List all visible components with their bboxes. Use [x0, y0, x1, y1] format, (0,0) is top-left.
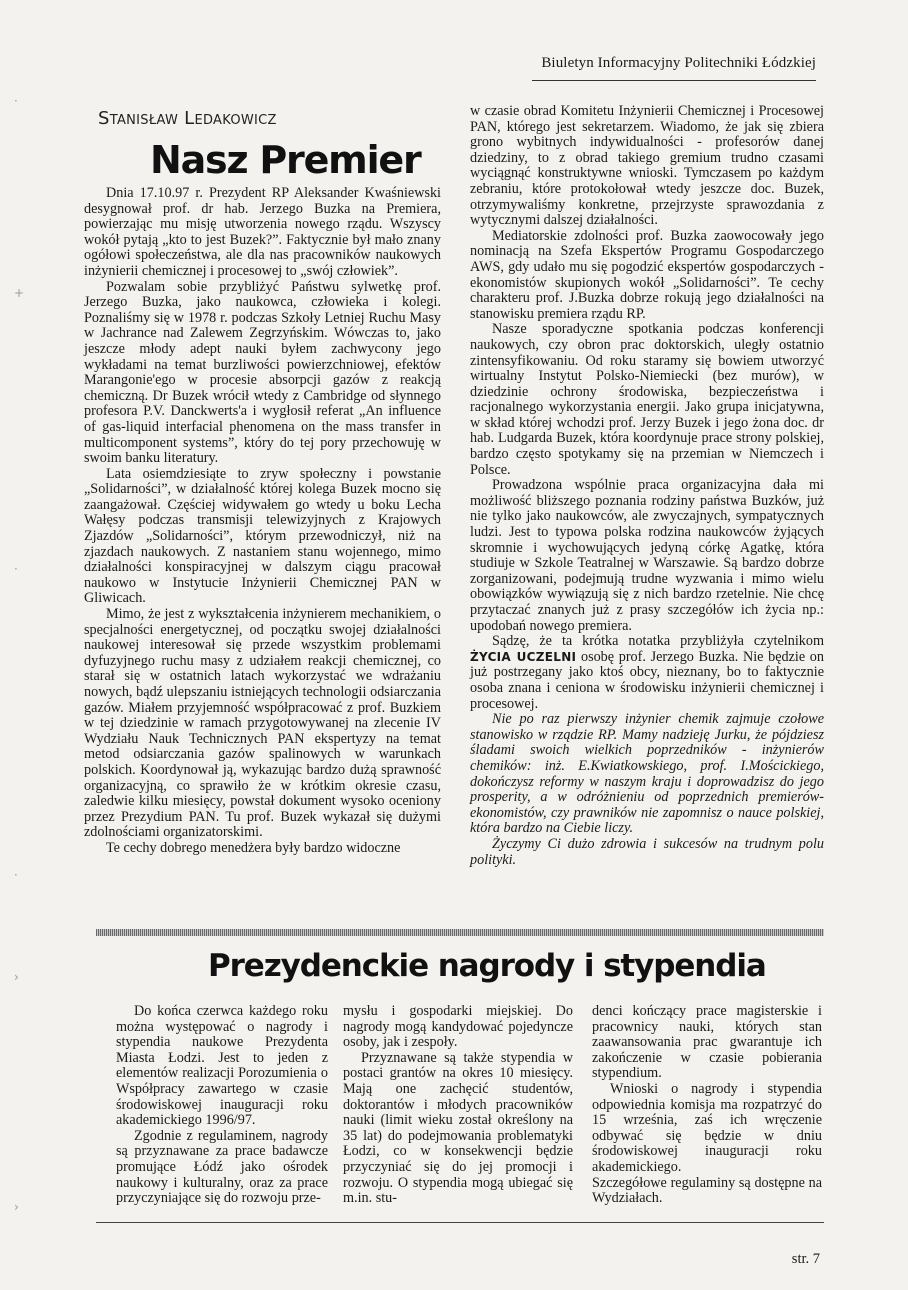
- section-divider: [96, 929, 824, 936]
- publication-title: Biuletyn Informacyjny Politechniki Łódzkiej: [541, 55, 816, 71]
- article-column-left: [84, 186, 441, 857]
- margin-tick: ›: [14, 1200, 19, 1214]
- paragraph-closing: [470, 634, 824, 712]
- paragraph: Szczegółowe regulaminy są dostępne na Wydziałach.: [592, 1174, 822, 1207]
- paragraph: Dnia 17.10.97 r. Prezydent RP Aleksander Kwaśniewski desygnował prof. dr hab. Jerzego Buzka na Premiera, powierzając mu misję utworzenia nowego rządu. Wszyscy wokół pytają „kto to jest Buzek?”. Faktycznie był mało znany ogółowi społeczeństwa, ale dla nas pracowników naukowych inżynierii chemicznej i procesowej to „swój człowiek”.: [84, 185, 441, 279]
- paragraph: Prowadzona wspólnie praca organizacyjna dała mi możliwość bliższego poznania rodziny państwa Buzków, już nie tylko jako naukowców, ale zwyczajnych, sympatycznych ludzi. Jest to typowa polska rodzina naukowców żyjących skromnie i wychowujących jedyną córkę Agatkę, która studiuje w Szkole Teatralnej w Warszawie. Są bardzo dobrze zorganizowani, podejmują trudne wyzwania i mimo wielu obowiązków wywiązują się z nich bardzo rzetelnie. Nie chcę przytaczać znanych już z prasy szczegółów ich życia np.: upodobań nowego premiera.: [470, 477, 824, 634]
- italic-paragraph: Nie po raz pierwszy inżynier chemik zajmuje czołowe stanowisko w rządzie RP. Mamy nadzieję Jurku, że pójdziesz śladami swoich wielkich poprzedników - inżynierów chemików: inż. E.Kwiatkowskiego, prof. I.Mościckiego, dokończysz reformy w naszym kraju i doprowadzisz do jego prosperity, a w odróżnieniu od poprzednich premierów-ekonomistów, czy prawników nie zapomnisz o nauce polskiej, która bardzo na Ciebie liczy.: [470, 711, 824, 837]
- paragraph: mysłu i gospodarki miejskiej. Do nagrody mogą kandydować pojedyncze osoby, jak i zespoły.: [343, 1003, 573, 1051]
- paragraph: Przyznawane są także stypendia w postaci grantów na okres 10 miesięcy. Mają one zachęcić studentów, doktorantów i młodych pracowników nauki (limit wieku został określony na 35 lat) do podejmowania problematyki Łodzi, co w konsekwencji będzie przyczyniać się do jej promocji i rozwoju. O stypendia mogą ubiegać się m.in. stu-: [343, 1049, 573, 1207]
- paragraph: Mediatorskie zdolności prof. Buzka zaowocowały jego nominacją na Szefa Ekspertów Programu Gospodarczego AWS, gdy udało mu się pogodzić ekspertów gospodarczych - ekonomistów skupionych wokół „Solidarności”. Te cechy charakteru prof. J.Buzka dobrze rokują jego działalności na stanowisku premiera rządu RP.: [470, 227, 824, 322]
- paragraph: Te cechy dobrego menedżera były bardzo widoczne: [106, 839, 401, 856]
- paragraph: Pozwalam sobie przybliżyć Państwu sylwetkę prof. Jerzego Buzka, jako naukowca, człowieka i kolegi. Poznaliśmy się w 1978 r. podczas Szkoły Letniej Ruchu Masy w Jachrance nad Zalewem Zegrzyńskim. Wówczas to, jako jeszcze młody adept nauki byłem zachwycony jego wykładami na temat burzliwości powierzchniowej, efektów Marangonie'ego w procesie absorpcji gazów z reakcją chemiczną. Dr Buzek wrócił wtedy z Cambridge od słynnego profesora P.V. Danckwerts'a i wygłosił referat „An influence of gas-liquid interfacial phenomena on the mass transfer in multicomponent systems”, który do tej pory przechowuję w swoim banku literatury.: [84, 278, 441, 467]
- page-number: str. 7: [791, 1251, 820, 1267]
- footer-rule: [96, 1222, 824, 1223]
- paragraph: Lata osiemdziesiąte to zryw społeczny i powstanie „Solidarności”, w działalność której kolega Buzek mocno się zaangażował. Częściej widywałem go wtedy u boku Lecha Wałęsy podczas transmisji telewizyjnych z Krajowych Zjazdów „Solidarności”, którym przewodniczył, niż na zjazdach naukowych. Z nastaniem stanu wojennego, mimo działalności konspiracyjnej w dalszym ciągu pracował naukowo w Instytucie Inżynierii Chemicznej PAN w Gliwicach.: [84, 465, 441, 607]
- article2-column-3: [592, 1004, 822, 1207]
- article2-column-2: [343, 1004, 573, 1207]
- paragraph: Wnioski o nagrody i stypendia odpowiednia komisja ma rozpatrzyć do 15 września, zaś ich wręczenie odbywać się będzie w dniu środowiskowej inauguracji roku akademickiego.: [592, 1080, 822, 1175]
- article2-column-1: [116, 1004, 328, 1207]
- header-rule: [532, 80, 816, 81]
- margin-tick: ·: [14, 868, 18, 882]
- margin-tick: ·: [14, 94, 18, 108]
- article-title: Nasz Premier: [150, 138, 421, 182]
- paragraph: Do końca czerwca każdego roku można występować o nagrody i stypendia naukowe Prezydenta Miasta Łodzi. Jest to jeden z elementów realizacji Porozumienia o Współpracy zawartego w czasie środowiskowej inauguracji roku akademickiego 1996/97.: [116, 1003, 328, 1129]
- paragraph: Mimo, że jest z wykształcenia inżynierem mechanikiem, o specjalności energetycznej, od początku swojej działalności naukowej interesował się przede wszystkim problemami dyfuzyjnego ruchu masy z udziałem reakcji chemicznej, co starał się w ostatnich latach wykorzystać we wdrażaniu nowych, bądź ulepszaniu istniejących technologii odsiarczania gazów. Miałem przyjemność współpracować z prof. Buzkiem w tej dziedzinie w ramach przygotowywanej na zlecenie IV Wydziału Nauk Technicznych PAN ekspertyzy na temat metod odsiarczania gazów spalinowych w warunkach polskich. Koordynował ją, wykazując bardzo dużą sprawność organizacyjną, co sprawiło że w krótkim okresie czasu, zaledwie kilku miesięcy, powstał dokument wysoko oceniony przez Prezydium PAN. Tu prof. Buzek wykazał się dużymi zdolnościami organizatorskimi.: [84, 606, 441, 841]
- article-column-right: [470, 104, 824, 868]
- article2-title: Prezydenckie nagrody i stypendia: [208, 948, 766, 984]
- paragraph: Nasze sporadyczne spotkania podczas konferencji naukowych, czy obron prac doktorskich, uległy ostatnio zintensyfikowaniu. Od roku staramy się bowiem utworzyć wirtualny Instytut Polsko-Niemiecki (bez murów), w dziedzinie ochrony środowiska, bezpieczeństwa i racjonalnego wykorzystania energii. Jako grupa inicjatywna, w skład której wchodzi prof. Jerzy Buzek i jego żona doc. dr hab. Ludgarda Buzek, która koordynuje prace strony polskiej, bardzo często spotykamy się na przemian w Niemczech i Polsce.: [470, 321, 824, 478]
- zycia-uczelni-logo: ŻYCIA UCZELNI: [470, 649, 577, 664]
- italic-paragraph: Życzymy Ci dużo zdrowia i sukcesów na trudnym polu polityki.: [470, 835, 824, 868]
- margin-tick: +: [14, 286, 25, 300]
- margin-tick: ·: [14, 562, 18, 576]
- margin-tick: ›: [14, 970, 19, 984]
- paragraph: Zgodnie z regulaminem, nagrody są przyznawane za prace badawcze promujące Łódź jako ośrodek naukowy i kulturalny, oraz za prace przyczyniające się do rozwoju prze-: [116, 1127, 328, 1207]
- paragraph: denci kończący prace magisterskie i pracownicy nauki, których stan zaawansowania prac gwarantuje ich zakończenie w czasie pobierania stypendium.: [592, 1003, 822, 1082]
- closing-text-after: osobę prof. Jerzego Buzka. Nie będzie on już postrzegany jako ktoś obcy, nieznany, bo to faktycznie osoba znana i ceniona w środowisku inżynierii chemicznej i procesowej.: [470, 648, 824, 712]
- paragraph: w czasie obrad Komitetu Inżynierii Chemicznej i Procesowej PAN, którego jest sekretarzem. Wiadomo, że jak się zbiera grono wybitnych indywidualności - profesorów danej dziedziny, to z obrad takiego gremium trudno czasami wyciągnąć konstruktywne wnioski. Tymczasem po każdym zebraniu, które protokołował wtedy jeszcze doc. Buzek, otrzymywaliśmy konkretne, przejrzyste sprawozdania z wytycznymi dalszej działalności.: [470, 103, 824, 229]
- closing-text-before: Sądzę, że ta krótka notatka przybliżyła czytelnikom: [492, 633, 824, 650]
- article-author: Stanisław Ledakowicz: [98, 108, 277, 129]
